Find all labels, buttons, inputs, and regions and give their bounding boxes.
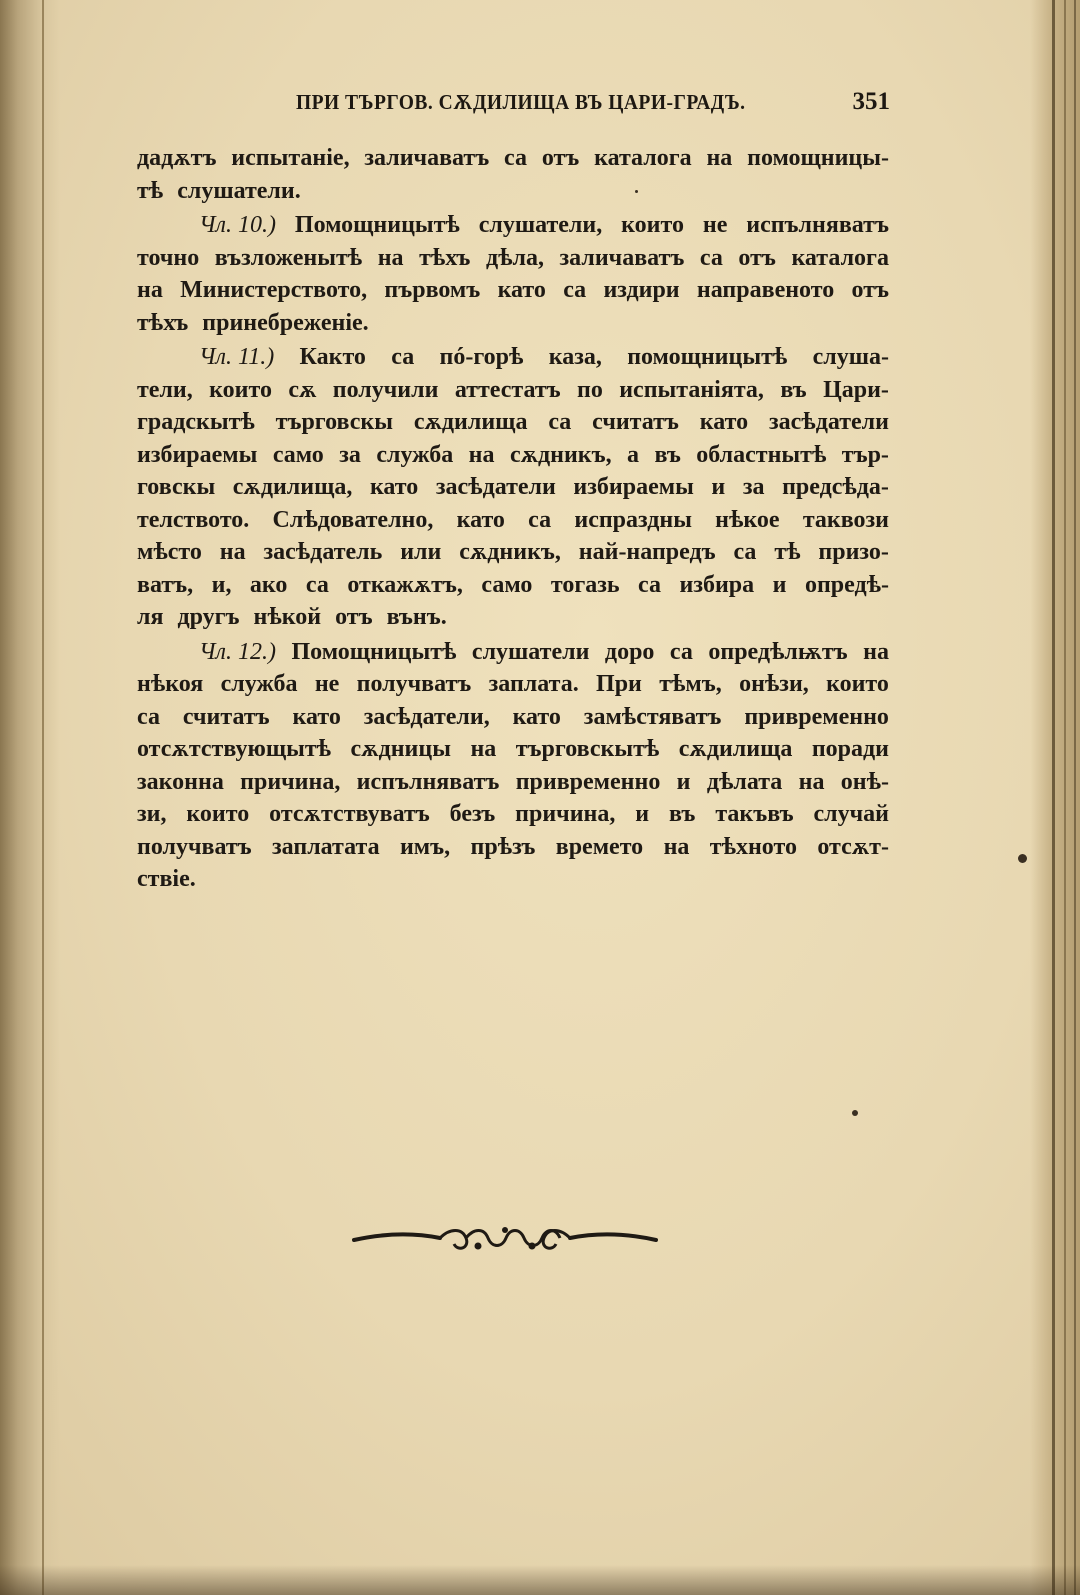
word: на bbox=[863, 638, 889, 665]
word: най-напредъ bbox=[578, 539, 716, 565]
word: са bbox=[563, 277, 587, 303]
word: търговскытѣ bbox=[515, 736, 660, 762]
word: безъ bbox=[449, 801, 496, 827]
word: опредѣ- bbox=[804, 571, 889, 598]
word: телството. bbox=[137, 506, 250, 533]
word: испълняватъ bbox=[356, 768, 500, 795]
word: тѣхъ bbox=[137, 309, 189, 336]
word: като bbox=[497, 277, 546, 303]
word: сѫ bbox=[288, 376, 317, 403]
page-header bbox=[140, 86, 890, 126]
word: издири bbox=[603, 277, 680, 303]
word: областнытѣ bbox=[696, 441, 827, 468]
word: не bbox=[314, 671, 340, 697]
word: причина, bbox=[515, 801, 616, 827]
text-line bbox=[137, 733, 889, 766]
word: са bbox=[528, 506, 552, 533]
word: които bbox=[209, 376, 272, 403]
word: привременно bbox=[744, 703, 889, 730]
word: каталога bbox=[594, 145, 692, 171]
text-line bbox=[137, 209, 889, 242]
text-line bbox=[137, 601, 889, 634]
text-line bbox=[137, 274, 889, 307]
word: таквози bbox=[802, 506, 889, 533]
page-edges-right bbox=[1030, 0, 1080, 1595]
word: законна bbox=[137, 768, 224, 795]
ornament-divider bbox=[350, 1220, 660, 1256]
word: тѣхното bbox=[709, 833, 797, 860]
word: помощницы- bbox=[747, 145, 889, 171]
word: тър- bbox=[841, 441, 889, 468]
word: слуша- bbox=[812, 344, 889, 370]
text-line bbox=[137, 668, 889, 701]
word: са bbox=[699, 244, 723, 271]
word: отсѫтствующытѣ bbox=[137, 736, 332, 762]
word: такъвъ bbox=[715, 801, 794, 827]
word: на bbox=[137, 277, 163, 303]
word: нѣкой bbox=[253, 604, 322, 630]
word: търговскы bbox=[275, 409, 393, 435]
word: Помощницытѣ bbox=[294, 212, 460, 238]
text-line bbox=[137, 701, 889, 734]
word: каталога bbox=[791, 244, 889, 271]
word: вънъ. bbox=[386, 604, 447, 630]
page-number: 351 bbox=[852, 88, 890, 115]
word: аттестатъ bbox=[454, 376, 561, 403]
text-line bbox=[137, 307, 889, 340]
text-line bbox=[137, 406, 889, 439]
word: за bbox=[339, 441, 361, 468]
word: избираемы bbox=[137, 441, 258, 468]
word: получватъ bbox=[356, 671, 472, 697]
word: испытаніе, bbox=[231, 145, 350, 171]
word: възложенытѣ bbox=[214, 244, 363, 271]
word: сѫдницы bbox=[350, 736, 451, 762]
article-number: Чл. 12.) bbox=[199, 638, 276, 665]
text-line bbox=[137, 439, 889, 472]
word: са bbox=[504, 145, 527, 171]
word: доро bbox=[604, 638, 655, 665]
word: за bbox=[742, 474, 765, 500]
article-number: Чл. 10.) bbox=[199, 212, 276, 238]
word: ако bbox=[249, 571, 288, 598]
word: ватъ, bbox=[137, 571, 194, 598]
word: тѣ bbox=[137, 177, 164, 204]
word: и bbox=[772, 571, 787, 598]
word: испраздны bbox=[574, 506, 692, 533]
word: въ bbox=[654, 441, 681, 468]
word: заплатата bbox=[272, 833, 380, 860]
word: заличаватъ bbox=[364, 145, 490, 171]
word: на bbox=[663, 833, 690, 860]
word: слушатели. bbox=[177, 177, 301, 204]
word: ля bbox=[137, 604, 164, 630]
text-line bbox=[137, 504, 889, 537]
word: отсѫт- bbox=[817, 833, 889, 860]
word: не bbox=[702, 212, 728, 238]
word: тѣхъ bbox=[419, 244, 471, 271]
word: тѣ bbox=[774, 539, 801, 565]
word: прѣзъ bbox=[470, 833, 536, 860]
word: замѣстяватъ bbox=[583, 703, 722, 730]
word: на bbox=[706, 145, 733, 171]
word: получватъ bbox=[137, 833, 252, 860]
word: сѫдникъ, bbox=[459, 539, 561, 565]
word: Както bbox=[299, 344, 366, 370]
text-line bbox=[137, 142, 889, 175]
word: нѣкое bbox=[715, 506, 780, 533]
word: предсѣда- bbox=[782, 474, 889, 500]
paper-speck bbox=[1018, 854, 1027, 863]
text-line bbox=[137, 242, 889, 275]
word: отъ bbox=[851, 277, 889, 303]
text-line bbox=[137, 831, 889, 864]
text-line bbox=[137, 471, 889, 504]
word: сѫдилища, bbox=[232, 474, 353, 500]
word: са bbox=[548, 409, 572, 435]
word: опредѣлѭтъ bbox=[708, 638, 848, 665]
word: онѣзи, bbox=[739, 671, 809, 697]
word: като bbox=[456, 506, 505, 533]
word: които bbox=[621, 212, 684, 238]
text-line bbox=[137, 798, 889, 831]
text-line bbox=[137, 374, 889, 407]
text-line bbox=[137, 766, 889, 799]
word: на bbox=[470, 736, 497, 762]
word: заличаватъ bbox=[559, 244, 685, 271]
word: сѫдникъ, bbox=[509, 441, 612, 468]
word: причина, bbox=[240, 768, 341, 795]
word: са bbox=[669, 638, 693, 665]
word: говскы bbox=[137, 474, 216, 500]
word: Цари- bbox=[823, 376, 889, 403]
word: испълняватъ bbox=[746, 212, 889, 238]
word: получили bbox=[332, 376, 439, 403]
word: тогазь bbox=[550, 571, 620, 598]
text-line bbox=[137, 536, 889, 569]
word: Министерството, bbox=[180, 277, 368, 303]
word: заплата. bbox=[488, 671, 579, 697]
word: отъ bbox=[335, 604, 373, 630]
word: дадѫтъ bbox=[137, 145, 217, 171]
word: на bbox=[377, 244, 404, 271]
word: и bbox=[635, 801, 650, 827]
word: като bbox=[292, 703, 341, 730]
text-line bbox=[137, 863, 889, 896]
word: и bbox=[676, 768, 691, 795]
paper-speck bbox=[635, 190, 638, 193]
word: избира bbox=[679, 571, 755, 598]
word: слушатели bbox=[471, 638, 590, 665]
article-number: Чл. 11.) bbox=[199, 344, 275, 370]
text-line bbox=[137, 569, 889, 602]
page-bottom-shadow bbox=[0, 1565, 1080, 1595]
word: слушатели, bbox=[478, 212, 603, 238]
word: и bbox=[711, 474, 726, 500]
word: имъ, bbox=[399, 833, 451, 860]
word: ствіе. bbox=[137, 866, 196, 892]
word: като bbox=[369, 474, 419, 500]
word: онѣ- bbox=[840, 768, 889, 795]
word: засѣдатели bbox=[769, 409, 889, 435]
text-line bbox=[137, 341, 889, 374]
word: считатъ bbox=[592, 409, 679, 435]
word: само bbox=[272, 441, 324, 468]
word: откажѫтъ, bbox=[347, 571, 463, 598]
word: мѣсто bbox=[137, 539, 202, 565]
word: са bbox=[638, 571, 661, 598]
word: поради bbox=[811, 736, 889, 762]
word: Слѣдователно, bbox=[272, 506, 434, 533]
word: отъ bbox=[738, 244, 776, 271]
word: тѣмъ, bbox=[659, 671, 722, 697]
running-head: ПРИ ТЪРГОВ. СѪДИЛИЩА ВЪ ЦАРИ-ГРАДЪ. bbox=[296, 90, 746, 114]
word: и, bbox=[211, 571, 232, 598]
word: или bbox=[400, 539, 442, 565]
word: които bbox=[826, 671, 889, 697]
word: помощницытѣ bbox=[627, 344, 788, 370]
word: избираемы bbox=[573, 474, 694, 500]
word: на bbox=[798, 768, 825, 795]
word: точно bbox=[137, 244, 200, 271]
word: а bbox=[627, 441, 640, 468]
word: отъ bbox=[541, 145, 580, 171]
word: Помощницытѣ bbox=[291, 638, 457, 665]
word: като bbox=[512, 703, 561, 730]
word: пó-горѣ bbox=[439, 344, 524, 370]
word: като bbox=[699, 409, 749, 435]
word: въ bbox=[780, 376, 807, 403]
word: сѫдилища bbox=[678, 736, 793, 762]
word: първомъ bbox=[384, 277, 481, 303]
word: принебреженіе. bbox=[202, 309, 369, 336]
word: по bbox=[577, 376, 603, 403]
gutter-crease bbox=[42, 0, 44, 1595]
text-line bbox=[137, 175, 889, 208]
word: отсѫтствуватъ bbox=[269, 801, 430, 827]
body-text bbox=[137, 142, 889, 896]
word: само bbox=[481, 571, 533, 598]
paper-speck bbox=[852, 1110, 858, 1116]
word: са bbox=[391, 344, 415, 370]
word: тели, bbox=[137, 376, 193, 403]
word: на bbox=[219, 539, 246, 565]
word: засѣдатель bbox=[263, 539, 383, 565]
word: дѣлата bbox=[706, 768, 783, 795]
word: испытанiята, bbox=[619, 376, 764, 403]
word: служба bbox=[220, 671, 298, 697]
word: случай bbox=[813, 801, 889, 827]
word: другъ bbox=[177, 604, 240, 630]
word: въ bbox=[669, 801, 696, 827]
word: на bbox=[468, 441, 495, 468]
word: градскытѣ bbox=[137, 409, 255, 435]
word: сѫдилища bbox=[413, 409, 528, 435]
word: дѣла, bbox=[485, 244, 544, 271]
word: каза, bbox=[548, 344, 602, 370]
word: са bbox=[733, 539, 757, 565]
word: При bbox=[596, 671, 642, 697]
word: засѣдатели bbox=[435, 474, 556, 500]
book-gutter-left bbox=[0, 0, 60, 1595]
word: са bbox=[137, 703, 160, 730]
word: са bbox=[305, 571, 329, 598]
word: привременно bbox=[515, 768, 661, 795]
word: които bbox=[186, 801, 250, 827]
word: призо- bbox=[818, 539, 889, 565]
word: направеното bbox=[696, 277, 835, 303]
word: служба bbox=[376, 441, 454, 468]
word: засѣдатели, bbox=[363, 703, 490, 730]
word: времето bbox=[555, 833, 644, 860]
word: считатъ bbox=[182, 703, 270, 730]
text-line bbox=[137, 636, 889, 669]
word: зи, bbox=[137, 801, 167, 827]
word: нѣкоя bbox=[137, 671, 204, 697]
